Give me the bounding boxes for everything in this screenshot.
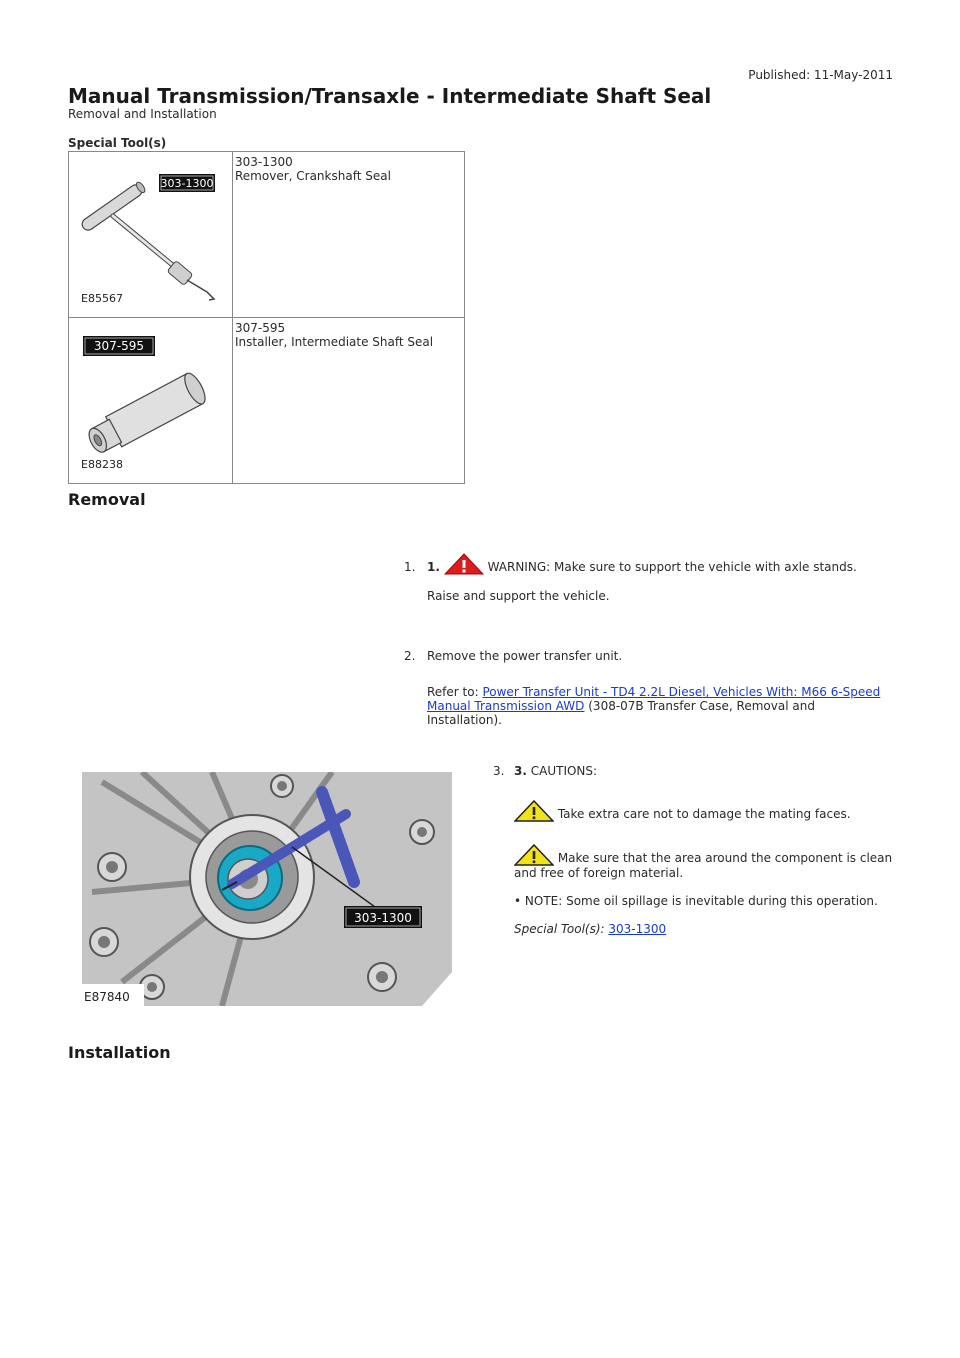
crankshaft-seal-remover-image: [69, 152, 232, 314]
step-number: 2.: [404, 649, 416, 663]
refer-prefix: Refer to:: [427, 685, 479, 699]
special-tools-heading: Special Tool(s): [68, 136, 167, 150]
published-date: Published: 11-May-2011: [748, 68, 893, 82]
page-title: Manual Transmission/Transaxle - Intermediate Shaft Seal: [68, 84, 712, 108]
tool-description-cell: [233, 318, 465, 484]
caution-2: [514, 844, 894, 880]
removal-heading: Removal: [68, 490, 146, 509]
tool-name: Installer, Intermediate Shaft Seal: [235, 335, 434, 349]
refer-to: [427, 685, 885, 727]
warning-text: WARNING: Make sure to support the vehicle with axle stands.: [487, 560, 857, 574]
step-3: [514, 764, 894, 936]
step-instruction: Raise and support the vehicle.: [427, 589, 610, 603]
cautions-title: [514, 764, 894, 778]
tool-number: 307-595: [235, 321, 286, 335]
installation-heading: Installation: [68, 1043, 171, 1062]
special-tools-table: [68, 151, 465, 484]
image-reference-label: E85567: [81, 292, 123, 305]
tool-303-1300-link[interactable]: 303-1300: [608, 922, 667, 936]
warning-icon: [444, 553, 484, 575]
refer-suffix: (308-07B Transfer Case, Removal and Installation).: [427, 699, 815, 727]
tool-row: [69, 152, 465, 318]
tool-badge: 307-595: [93, 339, 145, 353]
tool-image-cell: [69, 318, 233, 484]
tool-description-cell: [233, 152, 465, 318]
tool-number: 303-1300: [235, 155, 293, 169]
step-1-warning: [427, 553, 867, 575]
tool-name: Remover, Crankshaft Seal: [235, 169, 391, 183]
tool-badge: 303-1300: [354, 911, 412, 925]
step-2: [427, 649, 885, 727]
power-transfer-unit-link[interactable]: Power Transfer Unit - TD4 2.2L Diesel, Vehicles With: M66 6-Speed Manual Transmission AWD: [427, 685, 881, 713]
caution-text: Take extra care not to damage the mating faces.: [557, 807, 851, 821]
cautions-heading: CAUTIONS:: [530, 764, 598, 778]
image-reference-label: E87840: [84, 990, 130, 1004]
image-reference-label: E88238: [81, 458, 123, 471]
caution-text: Make sure that the area around the component is clean and free of foreign material.: [514, 851, 893, 880]
step-number: 1.: [404, 560, 416, 574]
caution-1: [514, 800, 894, 822]
caution-icon: [514, 844, 554, 866]
intermediate-shaft-seal-installer-image: [69, 318, 232, 480]
step-number: 3.: [493, 764, 505, 778]
transmission-housing-image: [82, 772, 452, 1006]
step-label: 1.: [427, 560, 440, 574]
tool-image-cell: [69, 152, 233, 318]
note-text: • NOTE: Some oil spillage is inevitable during this operation.: [514, 894, 878, 908]
step-instruction: Remove the power transfer unit.: [427, 649, 623, 663]
step-1: [427, 553, 867, 603]
page-subtitle: Removal and Installation: [68, 107, 217, 121]
step-label: 3.: [514, 764, 527, 778]
tool-row: [69, 318, 465, 484]
tool-badge: 303-1300: [160, 177, 214, 190]
special-tools-reference: [514, 922, 894, 936]
caution-icon: [514, 800, 554, 822]
special-tools-prefix: Special Tool(s):: [514, 922, 605, 936]
